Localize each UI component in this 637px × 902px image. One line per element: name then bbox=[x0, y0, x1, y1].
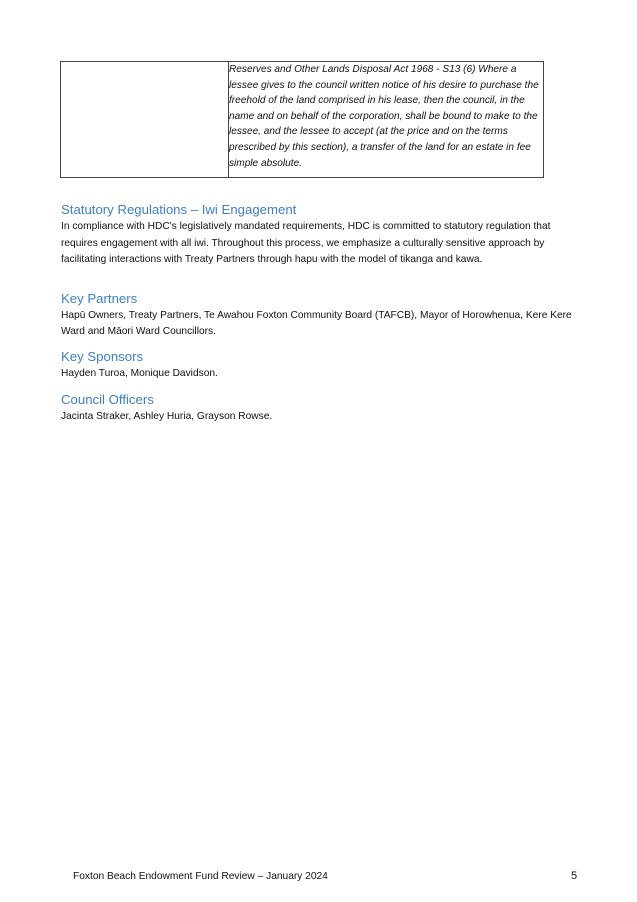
partners-section bbox=[61, 291, 581, 340]
officers-section bbox=[61, 392, 581, 425]
statutory-heading: Statutory Regulations – Iwi Engagement bbox=[61, 202, 297, 217]
partners-body: Hapū Owners, Treaty Partners, Te Awahou Foxton Community Board (TAFCB), Mayor of Horowhenua, Kere Kere Ward and Māori Ward Councillors. bbox=[61, 310, 572, 337]
table-cell-quote bbox=[229, 62, 544, 178]
partners-heading: Key Partners bbox=[61, 291, 138, 306]
sponsors-section bbox=[61, 349, 581, 382]
table-cell-empty bbox=[61, 62, 229, 178]
officers-body: Jacinta Straker, Ashley Huria, Grayson Rowse. bbox=[61, 411, 273, 422]
table-row bbox=[61, 62, 544, 178]
statutory-body: In compliance with HDC's legislatively mandated requirements, HDC is committed to statutory regulation that requires engagement with all iwi. Throughout this process, we emphasize a culturally sensitive approach by facilitating interactions with Treaty Partners through hapu with the model of tikanga and kawa. bbox=[61, 221, 551, 265]
legislation-table bbox=[60, 61, 544, 178]
legislation-quote: Reserves and Other Lands Disposal Act 1968 - S13 (6) Where a lessee gives to the council written notice of his desire to purchase the freehold of the land comprised in his lease, then the council, in the name and on behalf of the corporation, shall be bound to make to the lessee, and the lessee to accept (at the price and on the terms prescribed by this section), a transfer of the land for an estate in fee simple absolute. bbox=[229, 64, 539, 169]
sponsors-body: Hayden Turoa, Monique Davidson. bbox=[61, 368, 218, 379]
footer-title: Foxton Beach Endowment Fund Review – January 2024 bbox=[73, 871, 328, 882]
page-number: 5 bbox=[571, 870, 578, 882]
sponsors-heading: Key Sponsors bbox=[61, 349, 144, 364]
officers-heading: Council Officers bbox=[61, 392, 154, 407]
statutory-section bbox=[61, 202, 581, 269]
